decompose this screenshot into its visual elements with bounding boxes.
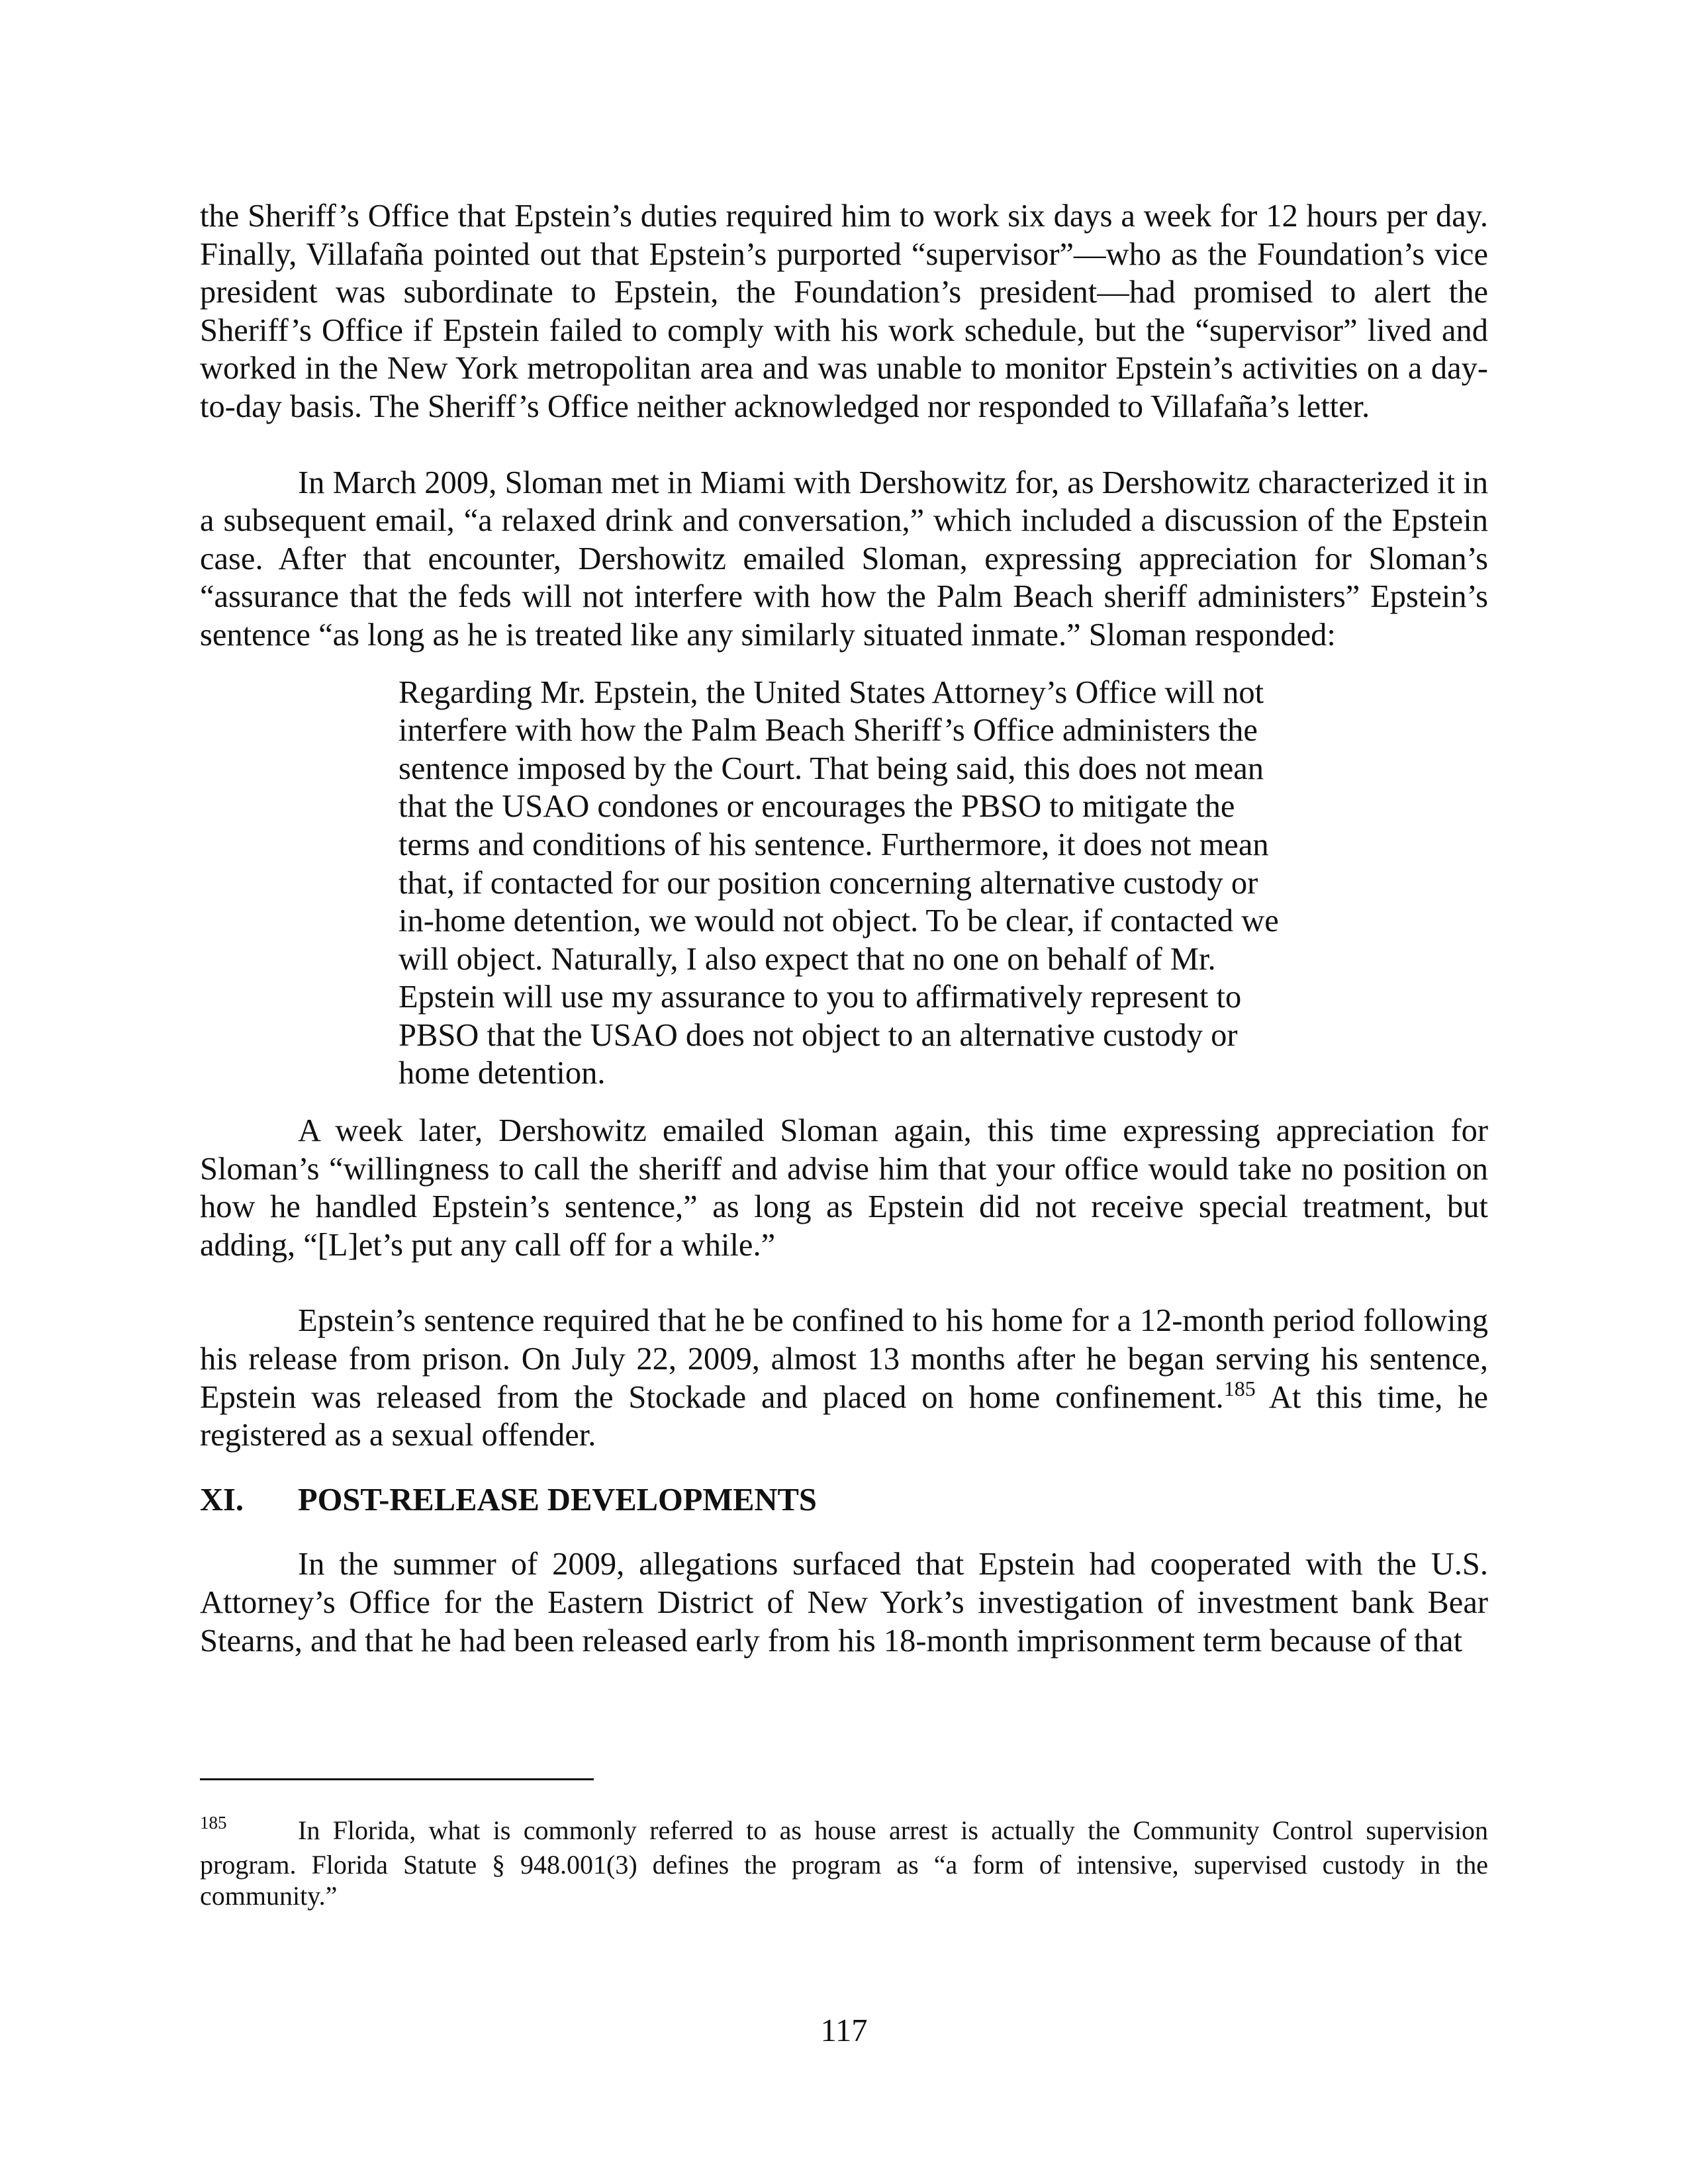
footnote-text: In Florida, what is commonly referred to as house arrest is actually the Community Control supervision program. Florida Statute § 948.001(3) defines the program as “a form of intensive, supervised custody in the community.” <box>200 1815 1488 1911</box>
page-body <box>200 197 1488 1660</box>
section-heading <box>200 1481 1488 1520</box>
paragraph-dershowitz-followup: A week later, Dershowitz emailed Sloman again, this time expressing appreciation for Sloman’s “willingness to call the sheriff and advise him that your office would take no position on how he handled Epstein’s sentence,” as long as Epstein did not receive special treatment, but adding, “[L]et’s put any call off for a while.” <box>200 1113 1488 1263</box>
paragraph-sloman-meeting: In March 2009, Sloman met in Miami with Dershowitz for, as Dershowitz characterized it in a subsequent email, “a relaxed drink and conversation,” which included a discussion of the Epstein case. After that encounter, Dershowitz emailed Sloman, expressing appreciation for Sloman’s “assurance that the feds will not interfere with how the Palm Beach sheriff administers” Epstein’s sentence “as long as he is treated like any similarly situated inmate.” Sloman responded: <box>200 465 1488 653</box>
page-number: 117 <box>820 2013 868 2048</box>
section-number: XI. <box>200 1482 244 1518</box>
paragraph-home-confinement <box>200 1302 1488 1454</box>
home-confinement-text-continued: At this time, he registered as a sexual offender. <box>200 1379 1488 1453</box>
home-confinement-text: Epstein’s sentence required that he be confined to his home for a 12-month period following his release from prison. On July 22, 2009, almost 13 months after he began serving his sentence, Epstein was released from the Stockade and placed on home confinement. <box>200 1303 1488 1415</box>
footnote-reference-185[interactable]: 185 <box>1223 1376 1256 1400</box>
block-quote-sloman-response: Regarding Mr. Epstein, the United States Attorney’s Office will not interfere with how the Palm Beach Sheriff’s Office administers the sentence imposed by the Court. That being said, this does not mean that the USAO condones or encourages the PBSO to mitigate the terms and conditions of his sentence. Furthermore, it does not mean that, if contacted for our position concerning alternative custody or in-home detention, we would not object. To be clear, if contacted we will object. Naturally, I also expect that no one on behalf of Mr. Epstein will use my assurance to you to affirmatively represent to PBSO that the USAO does not object to an alternative custody or home detention. <box>399 674 1279 1091</box>
paragraph-villafana-letter: the Sheriff’s Office that Epstein’s duties required him to work six days a week for 12 hours per day. Finally, Villafaña pointed out that Epstein’s purported “supervisor”—who as the Foundation’s vice president was subordinate to Epstein, the Foundation’s president—had promised to alert the Sheriff’s Office if Epstein failed to comply with his work schedule, but the “supervisor” lived and worked in the New York metropolitan area and was unable to monitor Epstein’s activities on a day-to-day basis. The Sheriff’s Office neither acknowledged nor responded to Villafaña’s letter. <box>200 199 1488 424</box>
section-title: POST-RELEASE DEVELOPMENTS <box>298 1482 817 1518</box>
footnote-divider <box>200 1778 594 1780</box>
paragraph-bear-stearns: In the summer of 2009, allegations surfaced that Epstein had cooperated with the U.S. Attorney’s Office for the Eastern District of New York’s investigation of investment bank Bear Stearns, and that he had been released early from his 18-month imprisonment term because of that <box>200 1547 1488 1659</box>
footnote-number: 185 <box>200 1813 227 1833</box>
footnote-185 <box>200 1815 1488 1911</box>
